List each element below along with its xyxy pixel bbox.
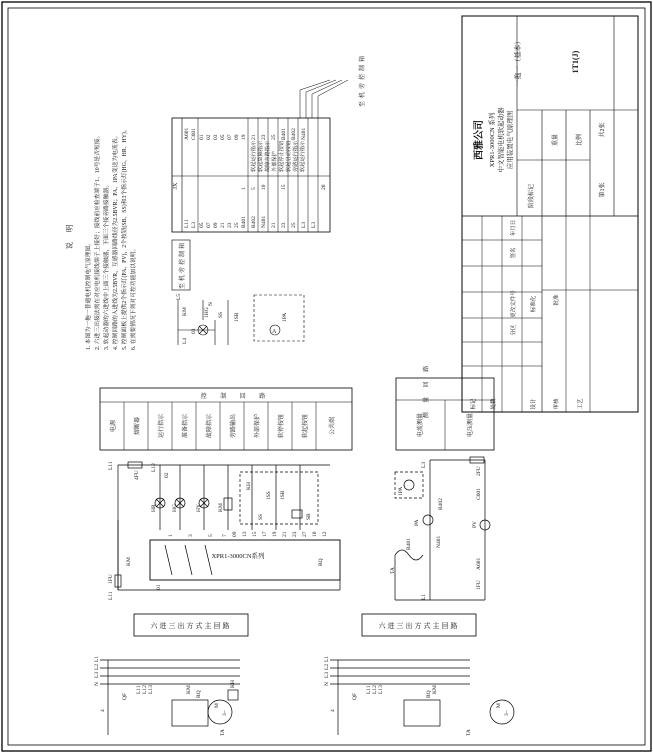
measurement-labels bbox=[390, 462, 482, 600]
cc-label-hr: HR bbox=[151, 504, 157, 512]
mc2-3phase: 3~ bbox=[504, 710, 510, 716]
jx-left-6: 07 bbox=[206, 222, 212, 228]
jx-fn-3: 外部保护 bbox=[272, 151, 278, 172]
jx-fn-6: 旁路运行指示 bbox=[293, 140, 299, 172]
mc2-l11: L11 bbox=[366, 685, 372, 694]
jx-left-0: L11 bbox=[184, 219, 190, 228]
cc-label-23: 23 bbox=[292, 531, 298, 537]
jx-right-1: C601 bbox=[191, 128, 197, 140]
legend-row-1: 熔断器 bbox=[135, 416, 141, 436]
mc2-km: KM bbox=[432, 685, 438, 694]
cc-label-1fu: 1FU bbox=[108, 574, 114, 584]
rev-col-3: 更改文件号 bbox=[511, 290, 517, 318]
legend-meas-0: 电流测量 bbox=[418, 412, 424, 438]
legend-row-9: 公共端 bbox=[330, 416, 336, 436]
cc-label-5: 5 bbox=[208, 534, 214, 537]
title-block bbox=[462, 16, 638, 412]
jx-right-0: A601 bbox=[184, 127, 190, 140]
cc-label-l11-top: L11 bbox=[108, 461, 114, 470]
cc-label-km: KM bbox=[218, 503, 224, 512]
jx-right-9: 21 bbox=[251, 134, 257, 140]
panel-label-n: N bbox=[208, 302, 214, 306]
panel-label-km: KM bbox=[182, 307, 188, 316]
mc1-ta: TA bbox=[220, 729, 226, 736]
jx-mid-2: 10 bbox=[261, 184, 267, 190]
main-circuit-2 bbox=[330, 614, 514, 735]
mc2-rq: RQ bbox=[426, 690, 432, 698]
mc1-rq: RQ bbox=[196, 690, 202, 698]
legend-meas-label: 测 量 回 路 bbox=[424, 361, 430, 419]
mc-label-a601: A601 bbox=[476, 557, 482, 570]
jx-mid-0: 1 bbox=[241, 187, 247, 190]
jx-left-14: 21 bbox=[271, 222, 277, 228]
control-circuit-labels bbox=[108, 461, 328, 600]
cc-label-1ss: 1SS bbox=[266, 491, 272, 500]
sign-row-1: 标准化 bbox=[531, 295, 537, 313]
sign-row-4: 批准 bbox=[554, 294, 560, 306]
terminal-block bbox=[172, 53, 366, 232]
jx-fn-0: 软起运行指示 bbox=[251, 140, 257, 172]
panel-label-03: 03 bbox=[191, 328, 197, 334]
mc1-l1: L1 bbox=[94, 655, 100, 662]
cc-label-10: 10 bbox=[312, 531, 318, 537]
title-sheet-no: 第1张 bbox=[600, 182, 606, 198]
note-2: 2. 六进三出接法需在对应电机接线端子上接好；接线前应检查端子1、10号是否短接。 bbox=[95, 132, 101, 350]
mc2-l3: L3 bbox=[324, 671, 330, 678]
jx-fn-1: 软起故障指示 bbox=[258, 140, 264, 172]
mc2-l2: L2 bbox=[324, 663, 330, 670]
jx-right-5: 05 bbox=[220, 134, 226, 140]
panel-label-1pa: 1PA bbox=[282, 312, 288, 322]
jx-left-1: L3 bbox=[191, 221, 197, 228]
jx-left-18: L3 bbox=[311, 221, 317, 228]
panel-label-l4: L4 bbox=[182, 337, 188, 344]
title-drawing-no: 1T1(J) bbox=[571, 50, 580, 74]
mc-label-pv: PV bbox=[472, 520, 478, 528]
mc1-n: N bbox=[94, 682, 100, 686]
sign-row-3: 工艺 bbox=[578, 398, 584, 410]
sign-row-2: 审核 bbox=[554, 398, 560, 410]
cc-label-7: 7 bbox=[222, 534, 228, 537]
legend-row-7: 软停按钮 bbox=[279, 413, 285, 439]
note-6: 6. 在需要情况下须对可控功能加以说明。 bbox=[131, 245, 137, 350]
jx-left-15: 23 bbox=[281, 222, 287, 228]
cc-label-3: 3 bbox=[188, 534, 194, 537]
jx-right-3: 02 bbox=[206, 134, 212, 140]
panel-label-1hg: 1HG bbox=[204, 307, 210, 318]
mc2-qf: QF bbox=[352, 692, 358, 700]
mc1-kh: KH bbox=[230, 680, 236, 688]
title-stage-label: 阶段标记 bbox=[529, 183, 535, 209]
legend-row-6: 外部保护 bbox=[255, 413, 261, 439]
mc1-m: M bbox=[214, 703, 220, 708]
cc-label-1: 1 bbox=[168, 534, 174, 537]
title-scale-label: 比例 bbox=[577, 133, 583, 147]
main-circuit-captions bbox=[151, 621, 460, 630]
cc-label-ss: SS bbox=[258, 513, 264, 520]
mc2-l12: L12 bbox=[372, 685, 378, 694]
cc-label-1sb: 1SB bbox=[280, 490, 286, 500]
notes bbox=[64, 126, 137, 350]
jx-right-10: 23 bbox=[261, 134, 267, 140]
mc1-l3: L3 bbox=[94, 671, 100, 678]
panel-ammeter-glyph: A bbox=[272, 329, 277, 335]
rev-col-1: 处数 bbox=[491, 398, 497, 410]
inner-border bbox=[8, 8, 645, 745]
main-caption-2: 六进三出方式主回路 bbox=[378, 622, 460, 630]
cc-label-21: 21 bbox=[282, 531, 288, 537]
jx-right-6: 07 bbox=[227, 134, 233, 140]
cc-label-12: 12 bbox=[322, 531, 328, 537]
jx-fn-4: 软起停止按钮 bbox=[279, 140, 285, 172]
cc-label-sb: SB bbox=[306, 513, 312, 520]
cc-label-27: 27 bbox=[302, 531, 308, 537]
jx-fn-5: 软起启动按钮 bbox=[286, 140, 292, 172]
mc1-4: 4 bbox=[100, 709, 106, 712]
cc-label-01: 01 bbox=[156, 584, 162, 590]
mc1-l12: L12 bbox=[142, 685, 148, 694]
title-sheet-count: 共2张 bbox=[600, 122, 606, 138]
cc-label-l11-bottom: L11 bbox=[108, 591, 114, 600]
mc1-l11: L11 bbox=[136, 685, 142, 694]
jx-right-7: 09 bbox=[234, 134, 240, 140]
mc-label-ta: TA bbox=[390, 567, 396, 574]
note-3: 3. 软起动器的六进线中上面三个接触器，下面三个接旁路接触器。 bbox=[104, 181, 110, 350]
mc1-l13: L13 bbox=[148, 685, 154, 694]
legend-row-3: 准备指示 bbox=[183, 413, 189, 439]
note-1: 1. 本图为一拖一普通电机控制电气原理图。 bbox=[86, 239, 92, 350]
jx-mid-4: 20 bbox=[321, 184, 327, 190]
jx-fn-7: 软起运行指示 bbox=[300, 140, 306, 172]
title-product-3: 应用装置电气原理图 bbox=[507, 110, 514, 170]
mc-label-pa: PA bbox=[414, 519, 420, 526]
legend-meas-1: 电压测量 bbox=[468, 412, 474, 438]
jx-right-14: N401 bbox=[301, 127, 307, 140]
mc2-ta: TA bbox=[466, 729, 472, 736]
cc-label-hg: HG bbox=[172, 504, 178, 512]
cc-label-l12: L12 bbox=[151, 463, 157, 472]
mc1-3phase: 3~ bbox=[222, 710, 228, 716]
cc-label-rq: RQ bbox=[318, 558, 324, 566]
rev-col-0: 标记 bbox=[471, 398, 477, 410]
jx-right-4: 03 bbox=[213, 134, 219, 140]
title-product-1: XPR1-3000CN 系列 bbox=[489, 112, 496, 168]
jx-left-9: 23 bbox=[227, 222, 233, 228]
jx-bottom-caption: 至机旁控制箱 bbox=[180, 240, 186, 290]
cc-label-17: 17 bbox=[262, 531, 268, 537]
title-product-2: 中文智能电机软起动器 bbox=[498, 107, 505, 173]
jx-right-13: B402 bbox=[291, 128, 297, 140]
rev-col-2: 分区 bbox=[511, 324, 517, 336]
legend-row-5: 旁路输出 bbox=[231, 413, 237, 439]
rev-col-5: 年月日 bbox=[511, 219, 517, 237]
jx-right-8: 19 bbox=[241, 134, 247, 140]
jx-left-17: L3 bbox=[301, 221, 307, 228]
mc2-l13: L13 bbox=[378, 685, 384, 694]
mc2-4: 4 bbox=[330, 709, 336, 712]
jx-mid-1: 5 bbox=[251, 187, 257, 190]
legend-group-label: 控 制 回 路 bbox=[200, 394, 272, 400]
jx-left-16: 25 bbox=[291, 222, 297, 228]
mc2-l1: L1 bbox=[324, 655, 330, 662]
jx-left-11: B401 bbox=[241, 216, 247, 228]
panel-labels bbox=[176, 294, 288, 344]
mc-label-c601: C601 bbox=[476, 488, 482, 500]
mc2-n: N bbox=[324, 682, 330, 686]
jx-right-2: 01 bbox=[199, 134, 205, 140]
mc-label-b401: B401 bbox=[406, 538, 412, 550]
jx-right-11: 25 bbox=[271, 134, 277, 140]
panel-label-1sb: 1SB bbox=[234, 312, 240, 322]
jx-header: JX bbox=[173, 182, 179, 190]
cc-label-19: 19 bbox=[272, 531, 278, 537]
jx-mid-3: 15 bbox=[281, 184, 287, 190]
mc-label-1fu: 1FU bbox=[476, 580, 482, 590]
mc-label-n401: N401 bbox=[436, 535, 442, 548]
mc1-qf: QF bbox=[122, 692, 128, 700]
notes-heading: 说 明 bbox=[65, 220, 74, 250]
main-caption-1: 六进三出方式主回路 bbox=[150, 622, 232, 630]
cc-label-4fu: 4FU bbox=[134, 470, 140, 480]
legend-row-2: 运行指示 bbox=[159, 413, 165, 439]
jx-left-7: 09 bbox=[213, 222, 219, 228]
cc-label-09: 09 bbox=[232, 531, 238, 537]
note-5: 5. 控制面板上提供2个指示灯(PA、PV)，2个按钮(SB、SS)和3个指示灯(HG、HR、HY)。 bbox=[122, 126, 128, 350]
outer-border bbox=[2, 2, 651, 751]
cc-label-15: 15 bbox=[252, 531, 258, 537]
bottom-caption-box bbox=[172, 240, 190, 290]
jx-left-12: B402 bbox=[251, 216, 257, 228]
note-4: 4. 控制回路的入进线为2.5BVR，互感器回路线径为2.5BVR；PA、1PA变送为电流表。 bbox=[113, 132, 119, 350]
mc1-km: KM bbox=[186, 685, 192, 694]
mc2-m: M bbox=[496, 703, 502, 708]
legend-row-4: 故障指示 bbox=[207, 413, 213, 439]
cc-label-kh: KH bbox=[246, 482, 252, 490]
panel-label-l5: L5 bbox=[176, 293, 182, 300]
cc-label-km-bottom: KM bbox=[126, 557, 132, 566]
jx-left-8: 21 bbox=[220, 222, 226, 228]
cc-label-13: 13 bbox=[242, 531, 248, 537]
panel-label-ss: SS bbox=[218, 311, 224, 318]
cc-unit: XPR1-3000CN系列 bbox=[211, 553, 265, 560]
rev-col-4: 签名 bbox=[511, 247, 517, 259]
title-drawing-type: 一拖一（基本） bbox=[514, 37, 522, 87]
mc-label-l3: L3 bbox=[421, 461, 427, 468]
jx-right-caption: 至机旁控制箱 bbox=[360, 52, 366, 108]
title-weight-label: 重量 bbox=[553, 133, 559, 147]
mc-label-2fu: 2FU bbox=[476, 466, 482, 476]
mc-label-b402: B402 bbox=[438, 498, 444, 510]
mc1-l2: L2 bbox=[94, 663, 100, 670]
mc-label-1pa: 1PA bbox=[398, 486, 404, 496]
control-circuit bbox=[115, 462, 340, 590]
title-company: 西雅公司 bbox=[474, 120, 485, 160]
legend-row-0: 电源 bbox=[111, 419, 117, 433]
jx-right-12: B401 bbox=[281, 128, 287, 140]
legend-row-8: 软起按钮 bbox=[303, 413, 309, 439]
jx-left-5: 05 bbox=[199, 222, 205, 228]
mc-label-l1: L1 bbox=[421, 593, 427, 600]
jx-fn-2: 故障旁路指示 bbox=[265, 140, 271, 172]
jx-left-10: 25 bbox=[234, 222, 240, 228]
cc-label-02: 02 bbox=[164, 472, 170, 478]
jx-left-13: N401 bbox=[261, 215, 267, 228]
cc-label-hy: HY bbox=[196, 504, 202, 512]
sign-row-0: 设计 bbox=[531, 398, 537, 410]
